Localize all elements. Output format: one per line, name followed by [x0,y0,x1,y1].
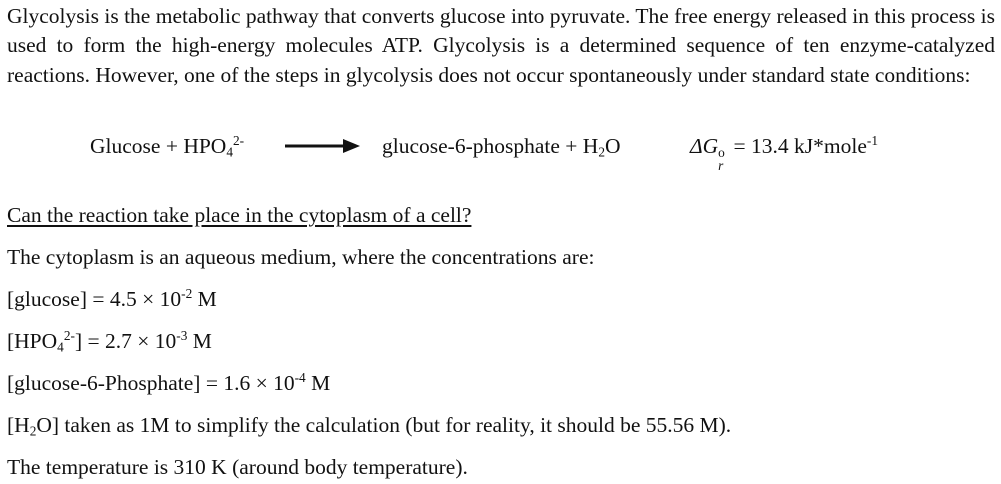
temperature-line: The temperature is 310 K (around body temperature). [7,455,468,479]
cytoplasm-intro: The cytoplasm is an aqueous medium, where the concentrations are: [7,245,595,269]
delta-g-value: = 13.4 kJ*mole [728,134,867,158]
glucose-label: [glucose] = 4.5 × 10 [7,287,182,311]
product-text-end: O [605,134,621,158]
glucose-exponent: -2 [181,285,193,301]
product-text: glucose-6-phosphate + H [382,134,599,158]
delta-g-symbol: ΔG [690,134,719,158]
water-subscript: 2 [29,423,37,439]
glucose-concentration [7,284,217,314]
reactants [90,131,244,161]
reaction-arrow-icon [285,138,360,154]
hpo4-superscript: 2- [63,327,75,343]
glucose-unit: M [192,287,217,311]
hpo4-label: [HPO [7,329,58,353]
intro-paragraph: Glycolysis is the metabolic pathway that converts glucose into pyruvate. The free energy released in this process is used to form the high-energy molecules ATP. Glycolysis is a determined sequence of ten enzyme-catalyzed reactions. However, one of the steps in glycolysis does not occur spontaneously under standard state conditions: [7,4,995,87]
question-heading: Can the reaction take place in the cytoplasm of a cell? [7,203,472,227]
reaction-equation [0,131,1001,173]
delta-g: ΔG o r = 13.4 kJ*mole$^{-1}$ [690,132,878,173]
hpo4-subscript: 4 [57,339,64,355]
hpo4-concentration [7,326,212,356]
delta-g-unit-exponent: -1 [866,132,878,148]
g6p-label: [glucose-6-Phosphate] = 1.6 × 10 [7,371,295,395]
product-subscript: 2 [598,144,605,160]
water-text: O] taken as 1M to simplify the calculation (but for reality, it should be 55.56 M). [36,413,732,437]
water-concentration [7,410,731,440]
hpo4-exponent: -3 [176,327,188,343]
g6p-concentration [7,368,330,398]
reactant-text: Glucose + HPO [90,134,227,158]
hpo4-unit: M [187,329,212,353]
water-label: [H [7,413,30,437]
g6p-exponent: -4 [294,369,306,385]
hpo4-value: ] = 2.7 × 10 [74,329,177,353]
products [382,131,621,161]
reactant-subscript: 4 [226,144,234,160]
reactant-superscript: 2- [233,132,245,148]
g6p-unit: M [305,371,331,395]
